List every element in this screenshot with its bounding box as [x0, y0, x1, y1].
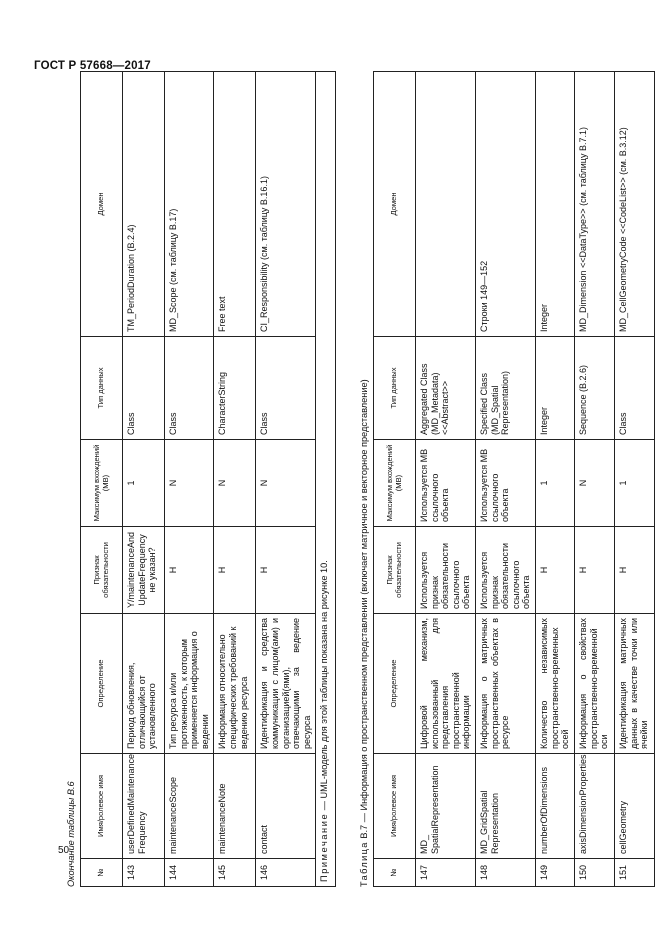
row-obligation: Используется признак обязательности ссылочного объекта — [476, 527, 536, 614]
row-obligation: Н — [614, 527, 654, 614]
row-type: Class — [165, 337, 214, 440]
table-row — [123, 72, 165, 887]
col-header-data-type: Тип данных — [374, 337, 416, 440]
row-num: 145 — [214, 859, 256, 887]
table-b7 — [373, 71, 655, 887]
table-b6-continuation-caption: Окончание таблицы В.6 — [66, 781, 76, 887]
row-domain: Строки 149—152 — [476, 72, 536, 337]
table-row — [256, 72, 316, 887]
note-text: — UML-модель для этой таблицы показана на рисунке 10. — [319, 560, 330, 813]
row-obligation: Используется признак обязательности ссылочного объекта — [416, 527, 476, 614]
row-obligation: Н — [574, 527, 614, 614]
row-num: 146 — [256, 859, 316, 887]
table-row — [476, 72, 536, 887]
col-header-name: Имя/ролевое имя — [81, 754, 123, 859]
rotated-page-content — [61, 57, 650, 887]
row-obligation: Н — [536, 527, 575, 614]
row-name: axisDimensionProperties — [574, 754, 614, 859]
row-obligation: Н — [165, 527, 214, 614]
row-num: 149 — [536, 859, 575, 887]
row-name: contact — [256, 754, 316, 859]
row-num: 144 — [165, 859, 214, 887]
note-label: Примечание — [319, 812, 330, 882]
row-type: Class — [614, 337, 654, 440]
row-definition: Количество независимых пространственно-временных осей — [536, 614, 575, 754]
row-max: N — [574, 440, 614, 527]
row-max: 1 — [614, 440, 654, 527]
row-name: cellGeometry — [614, 754, 654, 859]
table-row — [536, 72, 575, 887]
col-header-name: Имя/ролевое имя — [374, 754, 416, 859]
row-definition: Тип ресурса и/или протяженность, к которым применяется информация о ведении — [165, 614, 214, 754]
col-header-definition: Определение — [374, 614, 416, 754]
row-domain: MD_Dimension <<DataType>> (см. таблицу B.7.1) — [574, 72, 614, 337]
row-max: Используется МВ ссылочного объекта — [476, 440, 536, 527]
row-type: Sequence (B.2.6) — [574, 337, 614, 440]
row-obligation: Н — [256, 527, 316, 614]
table-b6 — [80, 71, 336, 887]
col-header-definition: Определение — [81, 614, 123, 754]
row-name: maintenanceNote — [214, 754, 256, 859]
row-max: N — [256, 440, 316, 527]
row-definition: Идентификация матричных данных в качестве точки или ячейки — [614, 614, 654, 754]
row-definition: Информация о матричных пространственных объектах в ресурсе — [476, 614, 536, 754]
row-name: numberOfDimensions — [536, 754, 575, 859]
col-header-domain: Домен — [81, 72, 123, 337]
row-domain: CI_Responsibility (см. таблицу B.16.1) — [256, 72, 316, 337]
col-header-max-occurrence: Максимум вхождений (МВ) — [81, 440, 123, 527]
col-header-num: № — [374, 859, 416, 887]
row-domain: Free text — [214, 72, 256, 337]
col-header-data-type: Тип данных — [81, 337, 123, 440]
row-domain: MD_CellGeometryCode <<CodeList>> (см. B.3.12) — [614, 72, 654, 337]
table-row — [574, 72, 614, 887]
row-max: N — [214, 440, 256, 527]
row-max: 1 — [536, 440, 575, 527]
row-domain: TM_PeriodDuration (B.2.4) — [123, 72, 165, 337]
row-definition: Период обновления, отличающийся от установленного — [123, 614, 165, 754]
row-type: Aggregated Class (MD_Metadata) <<Abstract>> — [416, 337, 476, 440]
table-row — [614, 72, 654, 887]
document-header: ГОСТ Р 57668—2017 — [34, 60, 151, 72]
row-name: maintenanceScope — [165, 754, 214, 859]
table-note — [316, 72, 336, 887]
row-domain: Integer — [536, 72, 575, 337]
col-header-max-occurrence: Максимум вхождений (МВ) — [374, 440, 416, 527]
table-row — [214, 72, 256, 887]
row-type: Class — [123, 337, 165, 440]
row-definition: Информация относительно специфических требований к ведению ресурса — [214, 614, 256, 754]
row-domain — [416, 72, 476, 337]
col-header-domain: Домен — [374, 72, 416, 337]
row-definition: Цифровой механизм, использованный для представления пространственной информации — [416, 614, 476, 754]
row-name: MD_GridSpatial Representation — [476, 754, 536, 859]
page-number: 50 — [58, 845, 70, 856]
row-type: CharacterString — [214, 337, 256, 440]
row-type: Specified Class (MD_Spatial Representation) — [476, 337, 536, 440]
table-row — [416, 72, 476, 887]
row-obligation: Y/maintenanceAnd UpdateFrequency не указан? — [123, 527, 165, 614]
table-b7-caption: Таблица В.7 — Информация о пространственном представлении (включает матричное и векторное представление) — [359, 379, 369, 887]
col-header-obligation: Признак обязательности — [81, 527, 123, 614]
col-header-num: № — [81, 859, 123, 887]
row-type: Integer — [536, 337, 575, 440]
row-num: 148 — [476, 859, 536, 887]
row-obligation: Н — [214, 527, 256, 614]
row-num: 147 — [416, 859, 476, 887]
row-name: MD_ SpatialRepresentation — [416, 754, 476, 859]
row-definition: Идентификация и средства коммуникации с лицом(ами) и организацией(ями), отвечающими за ведение ресурса — [256, 614, 316, 754]
row-name: userDefinedMaintenance Frequency — [123, 754, 165, 859]
row-max: Используется МВ ссылочного объекта — [416, 440, 476, 527]
row-domain: MD_Scope (см. таблицу B.17) — [165, 72, 214, 337]
row-num: 143 — [123, 859, 165, 887]
row-num: 150 — [574, 859, 614, 887]
row-type: Class — [256, 337, 316, 440]
row-max: N — [165, 440, 214, 527]
row-definition: Информация о свойствах пространственно-временной оси — [574, 614, 614, 754]
table-row — [165, 72, 214, 887]
row-max: 1 — [123, 440, 165, 527]
col-header-obligation: Признак обязательности — [374, 527, 416, 614]
row-num: 151 — [614, 859, 654, 887]
